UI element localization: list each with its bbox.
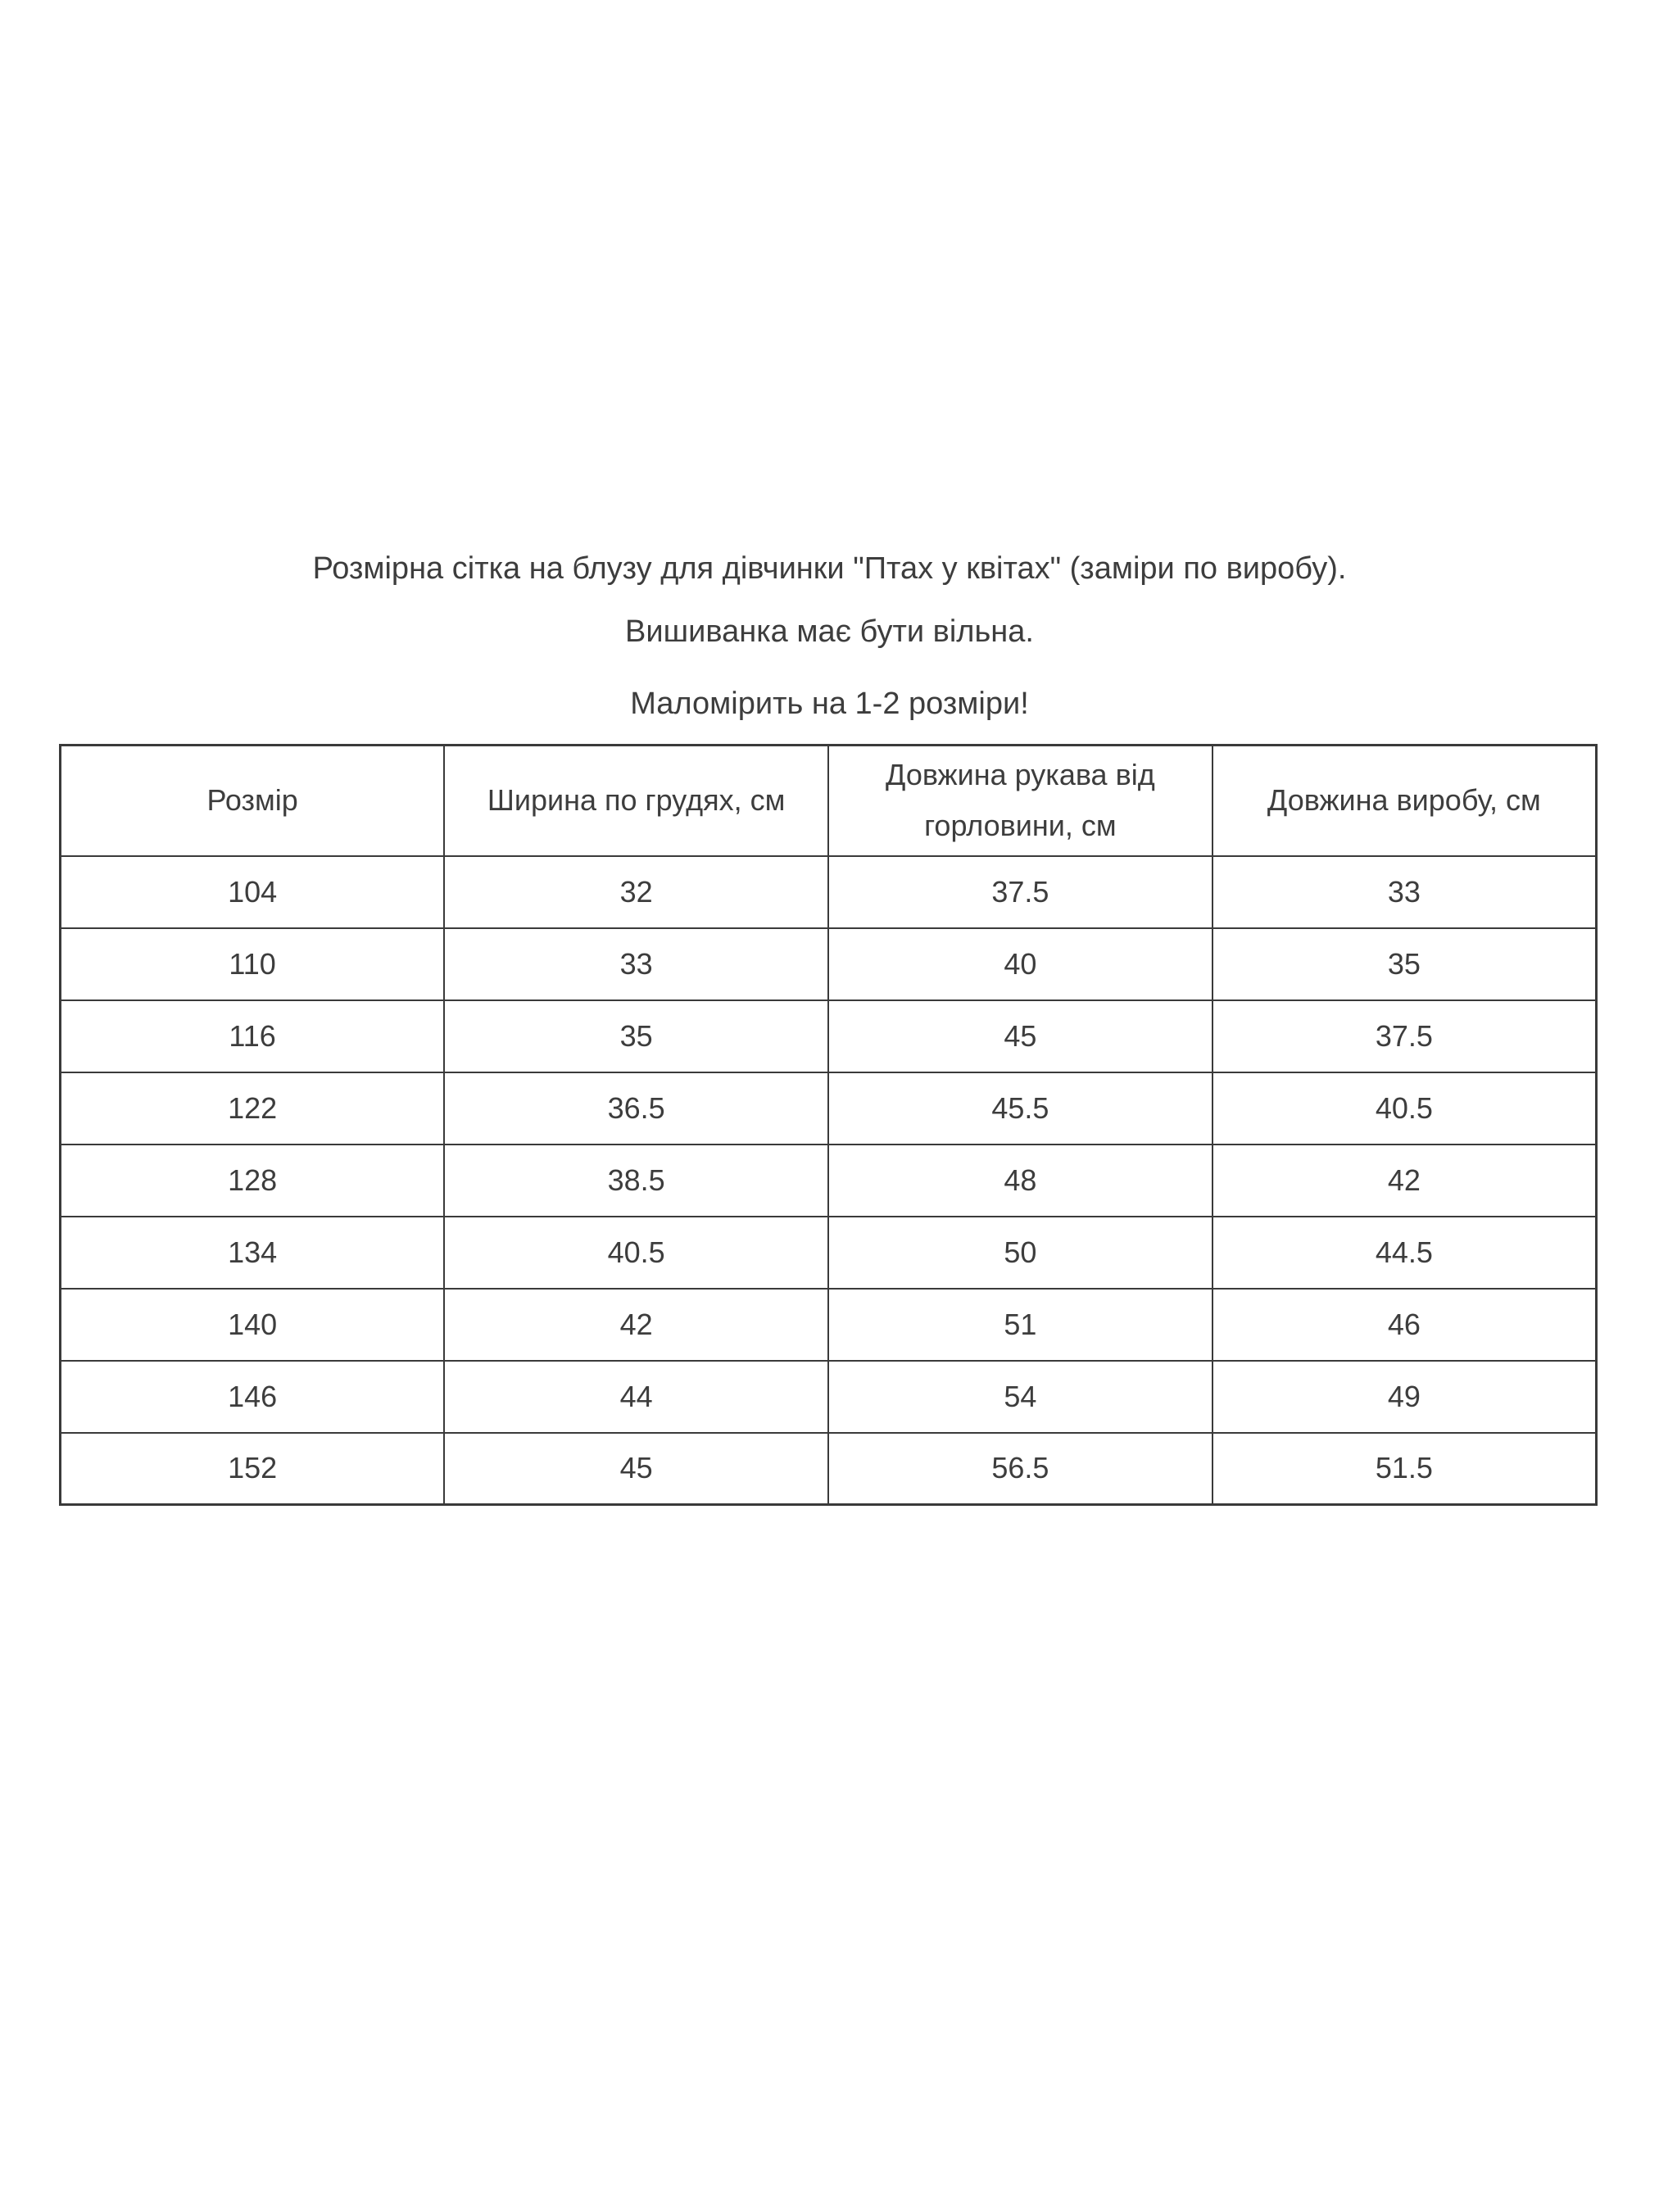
table-cell: 40.5: [1213, 1072, 1597, 1145]
table-cell: 122: [61, 1072, 445, 1145]
table-cell: 35: [1213, 928, 1597, 1000]
table-cell: 152: [61, 1433, 445, 1505]
table-cell: 110: [61, 928, 445, 1000]
table-cell: 48: [828, 1145, 1213, 1217]
table-cell: 134: [61, 1217, 445, 1289]
table-row: [61, 928, 1597, 1000]
table-cell: 33: [444, 928, 828, 1000]
table-row: [61, 1072, 1597, 1145]
table-cell: 35: [444, 1000, 828, 1072]
table-cell: 146: [61, 1361, 445, 1433]
table-cell: 56.5: [828, 1433, 1213, 1505]
column-header-item-length: Довжина виробу, см: [1213, 746, 1597, 856]
header-row: [61, 746, 1597, 856]
size-chart-table: [59, 744, 1598, 1506]
table-cell: 50: [828, 1217, 1213, 1289]
table-row: [61, 1145, 1597, 1217]
table-cell: 37.5: [828, 856, 1213, 928]
column-header-sleeve-length: Довжина рукава від горловини, см: [828, 746, 1213, 856]
table-cell: 44.5: [1213, 1217, 1597, 1289]
table-cell: 32: [444, 856, 828, 928]
table-row: [61, 1361, 1597, 1433]
table-cell: 51.5: [1213, 1433, 1597, 1505]
table-cell: 37.5: [1213, 1000, 1597, 1072]
table-cell: 46: [1213, 1289, 1597, 1361]
table-cell: 45.5: [828, 1072, 1213, 1145]
column-header-chest-width: Ширина по грудях, см: [444, 746, 828, 856]
table-row: [61, 856, 1597, 928]
size-table-body: [61, 856, 1597, 1505]
table-cell: 116: [61, 1000, 445, 1072]
table-cell: 128: [61, 1145, 445, 1217]
page-title: Розмірна сітка на блузу для дівчинки "Птах у квітах" (заміри по виробу).: [312, 551, 1347, 586]
table-cell: 40: [828, 928, 1213, 1000]
table-row: [61, 1433, 1597, 1505]
table-cell: 40.5: [444, 1217, 828, 1289]
note-sizing-warning: Маломірить на 1-2 розміри!: [630, 687, 1029, 721]
table-cell: 104: [61, 856, 445, 928]
table-cell: 44: [444, 1361, 828, 1433]
table-cell: 49: [1213, 1361, 1597, 1433]
table-cell: 45: [828, 1000, 1213, 1072]
table-cell: 42: [1213, 1145, 1597, 1217]
table-row: [61, 1217, 1597, 1289]
size-table-header: [61, 746, 1597, 856]
table-row: [61, 1289, 1597, 1361]
table-cell: 38.5: [444, 1145, 828, 1217]
table-cell: 51: [828, 1289, 1213, 1361]
table-cell: 36.5: [444, 1072, 828, 1145]
table-cell: 42: [444, 1289, 828, 1361]
table-cell: 140: [61, 1289, 445, 1361]
table-cell: 54: [828, 1361, 1213, 1433]
table-cell: 33: [1213, 856, 1597, 928]
table-cell: 45: [444, 1433, 828, 1505]
column-header-size: Розмір: [61, 746, 445, 856]
table-row: [61, 1000, 1597, 1072]
note-fit: Вишиванка має бути вільна.: [625, 614, 1034, 649]
